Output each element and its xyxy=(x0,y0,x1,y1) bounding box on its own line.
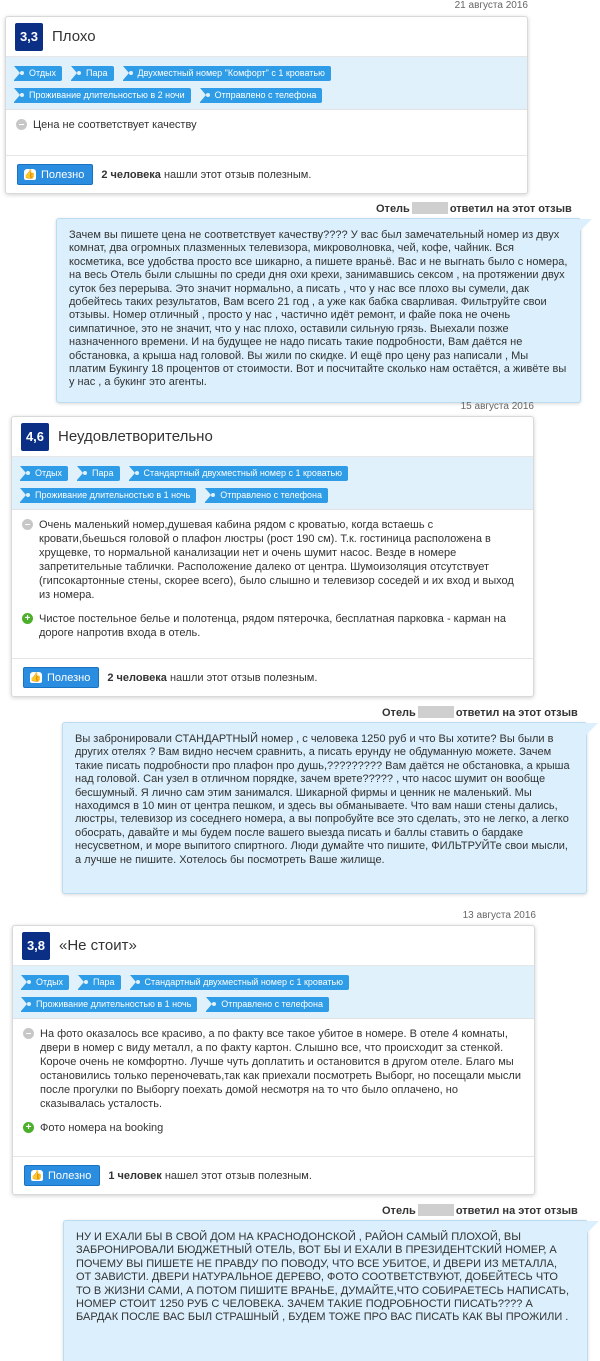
helpful-bar xyxy=(13,1156,534,1194)
review-card xyxy=(11,416,534,697)
review-tags xyxy=(6,57,527,110)
tag[interactable]: Проживание длительностью в 1 ночь xyxy=(20,488,196,503)
tag[interactable]: Двухместный номер "Комфорт" с 1 кроватью xyxy=(123,66,331,81)
review-positive xyxy=(23,1121,524,1135)
minus-icon: – xyxy=(22,519,33,530)
hotel-reply: НУ И ЕХАЛИ БЫ В СВОЙ ДОМ НА КРАСНОДОНСКОЙ , РАЙОН САМЫЙ ПЛОХОЙ, ВЫ ЗАБРОНИРОВАЛИ БЮДЖЕТНЫЙ ОТЕЛЬ, ВОТ БЫ И ЕХАЛИ В ПРЕЗИДЕНТСКИЙ НОМЕР, А ПОЧЕМУ ВЫ ПИШЕТЕ НЕ ПРАВДУ ПО ПОВОДУ, ЧТО ВСЕ УБИТОЕ, И ДВЕРИ ИЗ МЕТАЛЛА, ОТ ЗАВИСТИ. ДВЕРИ НАТУРАЛЬНОЕ ДЕРЕВО, ФОТО СООТВЕТСТВУЮТ, ДОБЕЙТЕСЬ ЧТО ТО В ЖИЗНИ САМИ, А ПОТОМ ПИШИТЕ ВРАНЬЕ, ДУМАЙТЕ,ЧТО СОБИРАЕТЕСЬ НАПИСАТЬ, НОМЕР СТОИТ 1250 РУБ С ЧЕЛОВЕКА. ЗАЧЕМ ТАКИЕ ПОДРОБНОСТИ ПИСАТЬ???? А БАРДАК ПОСЛЕ ВАС БЫЛ СТРАШНЫЙ , БУДЕМ ТОЖЕ ПРО ВАС ПИСАТЬ КАК ВЫ ПРОЖИЛИ . xyxy=(63,1220,588,1361)
helpful-button[interactable] xyxy=(17,164,93,185)
reply-prefix: Отель xyxy=(382,1205,416,1217)
review-negative xyxy=(23,1027,524,1111)
review-positive xyxy=(22,612,523,640)
thumbs-up-icon: 👍 xyxy=(30,672,42,682)
tag[interactable]: Отдых xyxy=(20,466,68,481)
hotel-reply: Зачем вы пишете цена не соответствует качеству???? У вас был замечательный номер из двух комнат, два огромных плазменных телевизора, микроволновка, чей, кофе, чайник. Вся косметика, все удобства просто все шикарно, а пишете враньё. Вас и не выгнать было с номера, на весь Отель были слышны по среди дня охи крехи, занимавшись сексом , на протяжении двух суток без перерыва. Это значит нормально, а писать , что у нас все плохо вы сумели, дак добейтесь таких результатов, Вам всего 21 год , а уже как бабка сварливая. Фильтруйте свои отзывы. Номер отличный , просто у нас , частично идёт ремонт, и файе пока не очень симпатичное, это не значит, что у нас плохо, оставили сильную грязь. Выехали позже назначенного времени. И на будущее не надо писать такие подробности, Вам даётся не обстановка, а крыша над головой. Вы жили по скидке. И ещё про цену раз написали , Мы платим Букингу 18 процентов от стоимости. Вот и посчитайте сколько нам остаётся, а живёте вы у нас , а букинг это агенты. xyxy=(56,218,581,403)
review-negative xyxy=(22,518,523,602)
positive-text: Фото номера на booking xyxy=(40,1122,164,1134)
review-card xyxy=(12,925,535,1195)
score-badge: 4,6 xyxy=(21,423,49,451)
helpful-button[interactable] xyxy=(23,667,99,688)
tag[interactable]: Проживание длительностью в 1 ночь xyxy=(21,997,197,1012)
hotel-name-redacted xyxy=(418,706,454,718)
tag[interactable]: Стандартный двухместный номер с 1 кроватью xyxy=(130,975,349,990)
review-title: Неудовлетворительно xyxy=(58,428,213,445)
helpful-bar xyxy=(12,658,533,696)
hotel-reply-header xyxy=(382,706,578,719)
hotel-name-redacted xyxy=(412,202,448,214)
helpful-button-label: Полезно xyxy=(47,671,91,684)
negative-text: На фото оказалось все красиво, а по факту все такое убитое в номере. В отеле 4 комнаты, двери в номер с виду металл, а по факту картон. Слышно все, что происходит за стенкой. Короче очень не комфортно. Лучше чуть доплатить и остановится в другом отеле. Благо мы остановились только переночевать,так как приехали посмотреть Выборг, но посещали мысли после прогулки по Выборгу поехать домой несмотря на то что было оплачено, но сказывалась усталость. xyxy=(40,1028,521,1110)
review-tags xyxy=(13,966,534,1019)
score-badge: 3,8 xyxy=(22,932,50,960)
hotel-name-redacted xyxy=(418,1204,454,1216)
helpful-bar xyxy=(6,155,527,193)
reply-prefix: Отель xyxy=(382,707,416,719)
tag[interactable]: Отправлено с телефона xyxy=(200,88,323,103)
thumbs-up-icon: 👍 xyxy=(24,169,36,179)
tag[interactable]: Отдых xyxy=(21,975,69,990)
helpful-suffix: нашел этот отзыв полезным. xyxy=(164,1169,312,1182)
negative-text: Цена не соответствует качеству xyxy=(33,119,197,131)
reply-prefix: Отель xyxy=(376,203,410,215)
tag[interactable]: Пара xyxy=(71,66,114,81)
reply-suffix: ответил на этот отзыв xyxy=(455,707,578,719)
thumbs-up-icon: 👍 xyxy=(31,1170,43,1180)
positive-text: Чистое постельное белье и полотенца, рядом пятерочка, бесплатная парковка - карман на дороге напротив входа в отель. xyxy=(39,613,506,639)
helpful-suffix: нашли этот отзыв полезным. xyxy=(169,671,318,684)
helpful-button[interactable] xyxy=(24,1165,100,1186)
review-tags xyxy=(12,457,533,510)
tag[interactable]: Пара xyxy=(78,975,121,990)
review-card xyxy=(5,16,528,194)
score-badge: 3,3 xyxy=(15,23,43,51)
helpful-button-label: Полезно xyxy=(41,168,85,181)
negative-text: Очень маленький номер,душевая кабина рядом с кроватью, когда встаешь с кровати,бьешься головой о плафон люстры (рост 190 см). Т.к. гостиница расположена в хрущевке, то нормальной канализации нет и очень шумит насос. Везде в номере запретительные таблички. Расположение далеко от центра. Шумоизоляция отсутствует (гипсокартонные стены, скорее всего), было слышно и телевизор соседей и их вход и выход из номера. xyxy=(39,519,514,601)
review-title: «Не стоит» xyxy=(59,937,137,954)
hotel-reply-header xyxy=(376,202,572,215)
review-date: 13 августа 2016 xyxy=(462,910,536,921)
tag[interactable]: Отдых xyxy=(14,66,62,81)
reply-suffix: ответил на этот отзыв xyxy=(449,203,572,215)
tag[interactable]: Отправлено с телефона xyxy=(205,488,328,503)
helpful-count-text xyxy=(107,672,317,684)
tag[interactable]: Проживание длительностью в 2 ночи xyxy=(14,88,191,103)
reply-suffix: ответил на этот отзыв xyxy=(455,1205,578,1217)
plus-icon: + xyxy=(22,613,33,624)
review-date: 15 августа 2016 xyxy=(460,401,534,412)
plus-icon: + xyxy=(23,1122,34,1133)
hotel-reply: Вы забронировали СТАНДАРТНЫЙ номер , с человека 1250 руб и что Вы хотите? Вы были в других отелях ? Вам видно несчем сравнить, а писать ерунду не обдуманную можете. Зачем такие писать подробности про плафон про душь,????????? Вам даётся не обстановка, а крыша над головой. Сан узел в отличном порядке, зачем врете????? , что насос шумит он вообще бесшумный. Я лично сам этим занимался. Шикарной фирмы и ценник не маленький. Мы находимся в 10 мин от центра пешком, и здесь вы обманываете. Что вам наши стены дались, люстры, телевизор из соседнего номера, а вы попробуйте все это сделать, это не легко, а легко обосрать, давайте и мы будем после вашего выезда писать и баллы ставить о бардаке несусветном, и море выпитого спиртного. Люди думайте что пишите, ФИЛЬТРУЙТе свои мысли, а лучше не пишите. Хотелось бы посмотреть Ваше жилище. xyxy=(62,722,587,894)
helpful-count: 2 человека xyxy=(107,671,167,684)
review-date: 21 августа 2016 xyxy=(454,0,528,11)
hotel-reply-header xyxy=(382,1204,578,1217)
helpful-count-text xyxy=(101,169,311,181)
minus-icon: – xyxy=(23,1028,34,1039)
review-header xyxy=(12,417,533,457)
review-negative xyxy=(16,118,517,132)
helpful-count: 2 человека xyxy=(101,168,161,181)
tag[interactable]: Отправлено с телефона xyxy=(206,997,329,1012)
helpful-suffix: нашли этот отзыв полезным. xyxy=(163,168,312,181)
review-header xyxy=(6,17,527,57)
helpful-count: 1 человек xyxy=(108,1169,162,1182)
tag[interactable]: Пара xyxy=(77,466,120,481)
helpful-count-text xyxy=(108,1170,312,1182)
helpful-button-label: Полезно xyxy=(48,1169,92,1182)
review-header xyxy=(13,926,534,966)
minus-icon: – xyxy=(16,119,27,130)
tag[interactable]: Стандартный двухместный номер с 1 кроватью xyxy=(129,466,348,481)
review-title: Плохо xyxy=(52,28,96,45)
